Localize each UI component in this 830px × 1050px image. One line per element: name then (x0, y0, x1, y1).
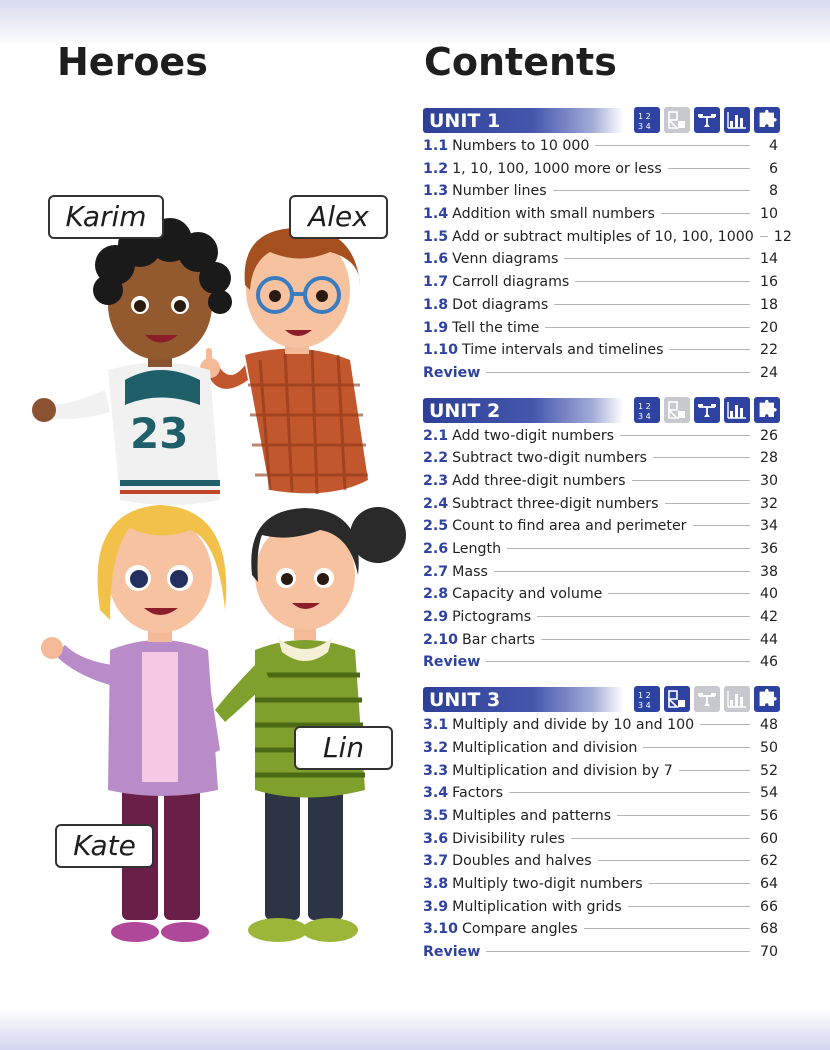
toc-entry[interactable] (423, 896, 778, 919)
unit-header (423, 106, 778, 134)
lesson-number: 3.7 (423, 853, 449, 870)
lesson-title: Multiplication and division by 7 (452, 762, 673, 779)
toc-entry[interactable] (423, 561, 778, 584)
toc-entry[interactable] (423, 538, 778, 561)
lesson-title: Capacity and volume (452, 586, 603, 603)
lesson-number: 3.8 (423, 875, 449, 892)
unit-strand-icons (634, 397, 780, 423)
dot-leader (608, 593, 750, 594)
puzzle-icon (754, 397, 780, 423)
page-number: 30 (759, 472, 778, 489)
lesson-number: 1.10 (423, 342, 459, 359)
dot-leader (700, 724, 750, 725)
review-entry[interactable] (423, 941, 778, 964)
page-number: 18 (759, 296, 778, 313)
dot-leader (571, 838, 750, 839)
lesson-number: 1.5 (423, 228, 449, 245)
lesson-title: Venn diagrams (452, 251, 559, 268)
lin-figure (215, 507, 406, 942)
dot-leader (584, 928, 750, 929)
shapes-icon (664, 107, 690, 133)
page-number: 8 (768, 183, 778, 200)
toc-entry[interactable] (423, 714, 778, 737)
number-grid-icon (634, 397, 660, 423)
toc-entry[interactable] (423, 226, 792, 249)
lesson-number: 2.6 (423, 541, 449, 557)
lesson-title: Mass (452, 563, 488, 580)
dot-leader (507, 548, 750, 549)
bar-chart-icon (724, 107, 750, 133)
dot-leader (632, 480, 750, 481)
karim-figure (32, 218, 232, 505)
lesson-number: 3.2 (423, 739, 449, 756)
svg-text:3 4: 3 4 (638, 411, 651, 421)
name-tag-lin: Lin (294, 726, 393, 770)
lesson-number: 1.8 (423, 296, 449, 313)
toc-entry[interactable] (423, 606, 778, 629)
toc-entry[interactable] (423, 873, 778, 896)
toc-entry[interactable] (423, 158, 778, 181)
lesson-title: Divisibility rules (452, 830, 565, 847)
page-number: 70 (759, 944, 778, 960)
balance-scale-icon (694, 397, 720, 423)
lesson-title: Count to find area and perimeter (452, 518, 687, 535)
toc-entry[interactable] (423, 180, 778, 203)
page-number: 44 (759, 631, 778, 648)
page-number: 10 (759, 206, 778, 223)
lesson-title: Carroll diagrams (452, 274, 570, 291)
page-number: 16 (759, 274, 778, 291)
page-number: 48 (759, 717, 778, 734)
page-number: 66 (759, 898, 778, 915)
lesson-title: Pictograms (452, 609, 532, 626)
page-number: 46 (759, 654, 778, 671)
review-title: Review (423, 654, 481, 671)
svg-text:1 2: 1 2 (638, 691, 651, 701)
dot-leader (760, 236, 768, 237)
lesson-number: 1.3 (423, 183, 449, 200)
toc-entry[interactable] (423, 271, 778, 294)
toc-entry[interactable] (423, 425, 778, 448)
svg-text:3 4: 3 4 (638, 701, 651, 711)
lesson-number: 2.9 (423, 609, 449, 626)
page-number: 54 (759, 785, 778, 802)
toc-entry[interactable] (423, 515, 778, 538)
toc-entry[interactable] (423, 294, 778, 317)
lesson-title: Multiply and divide by 10 and 100 (452, 717, 695, 734)
lesson-number: 1.1 (423, 138, 449, 154)
dot-leader (486, 661, 750, 662)
lesson-number: 2.8 (423, 586, 449, 603)
toc-entry[interactable] (423, 317, 778, 340)
page-number: 14 (759, 251, 778, 268)
page-number: 26 (759, 427, 778, 444)
toc-entry[interactable] (423, 447, 778, 470)
toc-entry[interactable] (423, 629, 778, 652)
unit-header (423, 685, 778, 713)
name-tag-alex: Alex (289, 195, 388, 239)
dot-leader (668, 168, 750, 169)
heroes-heading: Heroes (57, 40, 208, 84)
toc-entry[interactable] (423, 583, 778, 606)
lesson-title: Length (452, 541, 502, 557)
review-entry[interactable] (423, 651, 778, 674)
page-number: 6 (768, 160, 778, 177)
lesson-title: Add or subtract multiples of 10, 100, 1000 (452, 228, 754, 245)
lesson-number: 1.7 (423, 274, 449, 291)
lesson-title: Subtract two-digit numbers (452, 450, 648, 467)
name-tag-karim: Karim (48, 195, 164, 239)
toc-entry[interactable] (423, 135, 778, 158)
toc-entry[interactable] (423, 470, 778, 493)
dot-leader (649, 883, 750, 884)
heroes-illustration (30, 190, 410, 960)
page-number: 22 (759, 342, 778, 359)
unit-header (423, 396, 778, 424)
dot-leader (598, 860, 750, 861)
page-number: 68 (759, 921, 778, 938)
page-number: 42 (759, 609, 778, 626)
toc-entry[interactable] (423, 828, 778, 851)
page-number: 36 (759, 541, 778, 557)
page-number: 4 (768, 138, 778, 154)
number-grid-icon (634, 107, 660, 133)
balance-scale-icon (694, 686, 720, 712)
unit-section (423, 106, 792, 385)
dot-leader (665, 503, 751, 504)
review-entry[interactable] (423, 362, 778, 385)
page-number: 34 (759, 518, 778, 535)
lesson-number: 3.4 (423, 785, 449, 802)
lesson-title: Add two-digit numbers (452, 427, 615, 444)
page-number: 52 (759, 762, 778, 779)
toc-entry[interactable] (423, 203, 778, 226)
lesson-title: 1, 10, 100, 1000 more or less (452, 160, 662, 177)
lesson-number: 3.10 (423, 921, 459, 938)
dot-leader (679, 770, 750, 771)
dot-leader (553, 190, 750, 191)
dot-leader (486, 372, 750, 373)
toc-entry[interactable] (423, 805, 778, 828)
balance-scale-icon (694, 107, 720, 133)
lesson-title: Multiples and patterns (452, 807, 612, 824)
lesson-number: 1.9 (423, 319, 449, 336)
lesson-title: Dot diagrams (452, 296, 549, 313)
shapes-icon (664, 397, 690, 423)
dot-leader (661, 213, 750, 214)
lesson-title: Number lines (452, 183, 547, 200)
unit-section (423, 396, 778, 675)
lesson-number: 2.5 (423, 518, 449, 535)
lesson-title: Multiplication and division (452, 739, 638, 756)
page-number: 60 (759, 830, 778, 847)
contents-heading: Contents (424, 40, 617, 84)
lesson-number: 2.7 (423, 563, 449, 580)
lesson-number: 2.1 (423, 427, 449, 444)
dot-leader (509, 792, 750, 793)
toc-entry[interactable] (423, 339, 778, 362)
lesson-number: 3.3 (423, 762, 449, 779)
toc-entry[interactable] (423, 760, 778, 783)
shapes-icon (664, 686, 690, 712)
page-number: 28 (759, 450, 778, 467)
lesson-title: Add three-digit numbers (452, 472, 626, 489)
toc-entry[interactable] (423, 918, 778, 941)
unit-section (423, 685, 778, 964)
unit-label: UNIT 2 (429, 399, 501, 422)
unit-label: UNIT 3 (429, 689, 501, 712)
dot-leader (575, 281, 750, 282)
lesson-number: 3.9 (423, 898, 449, 915)
bar-chart-icon (724, 686, 750, 712)
svg-text:3 4: 3 4 (638, 122, 651, 131)
lesson-number: 1.6 (423, 251, 449, 268)
lesson-title: Compare angles (462, 921, 578, 938)
page-number: 24 (759, 364, 778, 381)
unit-label: UNIT 1 (429, 110, 501, 132)
unit-strand-icons (634, 686, 780, 712)
lesson-title: Tell the time (452, 319, 540, 336)
lesson-number: 3.6 (423, 830, 449, 847)
dot-leader (595, 145, 750, 146)
dot-leader (628, 906, 750, 907)
number-grid-icon (634, 686, 660, 712)
dot-leader (693, 525, 750, 526)
lesson-number: 2.10 (423, 631, 459, 648)
lesson-title: Addition with small numbers (452, 206, 655, 223)
dot-leader (564, 258, 750, 259)
kate-figure (41, 505, 226, 942)
page-number: 12 (773, 228, 792, 245)
lesson-number: 2.2 (423, 450, 449, 467)
lesson-number: 1.2 (423, 160, 449, 177)
page-number: 32 (759, 495, 778, 512)
dot-leader (541, 639, 750, 640)
toc-entry[interactable] (423, 248, 778, 271)
bottom-band (0, 1010, 830, 1050)
page-number: 50 (759, 739, 778, 756)
lesson-title: Time intervals and timelines (462, 342, 664, 359)
dot-leader (643, 747, 750, 748)
lesson-title: Doubles and halves (452, 853, 592, 870)
dot-leader (617, 815, 750, 816)
dot-leader (670, 349, 751, 350)
table-of-contents (423, 106, 792, 975)
page-number: 62 (759, 853, 778, 870)
dot-leader (620, 435, 750, 436)
toc-entry[interactable] (423, 782, 778, 805)
shirt-number: 23 (130, 409, 189, 458)
dot-leader (537, 616, 750, 617)
lesson-title: Numbers to 10 000 (452, 138, 590, 154)
lesson-number: 1.4 (423, 206, 449, 223)
name-tag-kate: Kate (55, 824, 154, 868)
lesson-number: 2.3 (423, 472, 449, 489)
dot-leader (494, 571, 750, 572)
puzzle-icon (754, 107, 780, 133)
lesson-title: Factors (452, 785, 503, 802)
lesson-number: 2.4 (423, 495, 449, 512)
bar-chart-icon (724, 397, 750, 423)
dot-leader (554, 304, 750, 305)
lesson-title: Multiply two-digit numbers (452, 875, 643, 892)
dot-leader (545, 327, 750, 328)
page-number: 56 (759, 807, 778, 824)
lesson-title: Multiplication with grids (452, 898, 622, 915)
page-number: 64 (759, 875, 778, 892)
review-title: Review (423, 944, 481, 960)
toc-entry[interactable] (423, 737, 778, 760)
lesson-title: Bar charts (462, 631, 536, 648)
toc-entry[interactable] (423, 850, 778, 873)
page-number: 40 (759, 586, 778, 603)
svg-text:1 2: 1 2 (638, 112, 651, 121)
page-number: 38 (759, 563, 778, 580)
page-number: 20 (759, 319, 778, 336)
unit-strand-icons (634, 107, 780, 133)
dot-leader (653, 457, 750, 458)
dot-leader (486, 951, 750, 952)
lesson-title: Subtract three-digit numbers (452, 495, 659, 512)
lesson-number: 3.5 (423, 807, 449, 824)
lesson-number: 3.1 (423, 717, 449, 734)
svg-text:1 2: 1 2 (638, 401, 651, 411)
toc-entry[interactable] (423, 493, 778, 516)
review-title: Review (423, 364, 481, 381)
puzzle-icon (754, 686, 780, 712)
